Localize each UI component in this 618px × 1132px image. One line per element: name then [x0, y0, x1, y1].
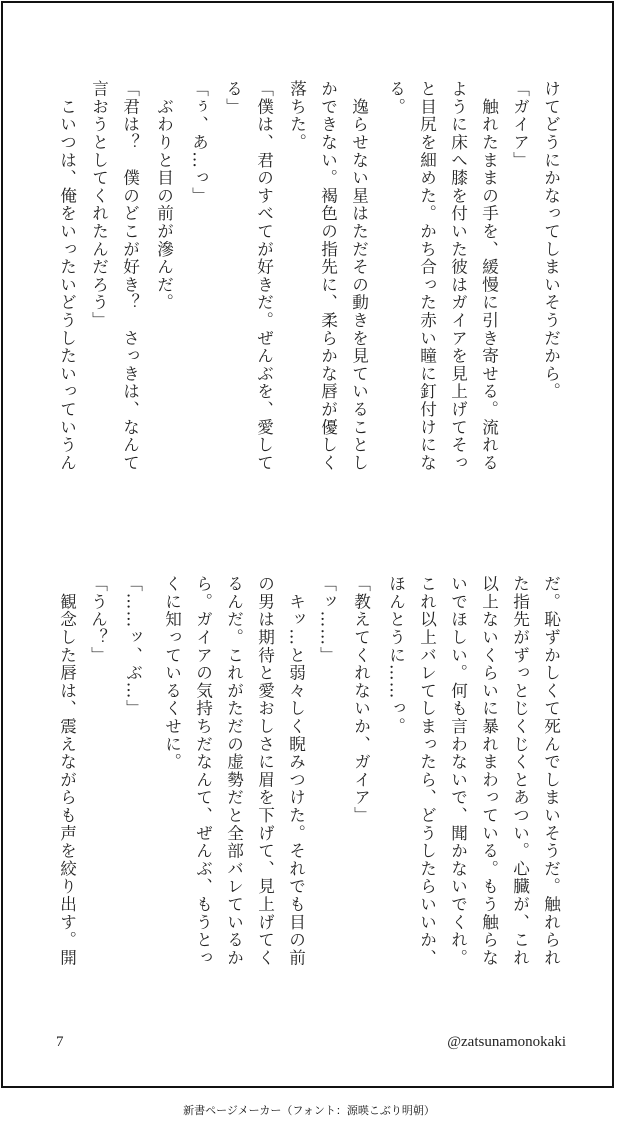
text-column: 「僕は、君のすべてが好きだ。ぜんぶを、愛して [254, 80, 274, 472]
text-column: る」 [223, 80, 243, 116]
text-column: ぶわりと目の前が滲んだ。 [154, 80, 174, 312]
text-column: くに知っているくせに。 [162, 575, 182, 771]
text-column: 以上ないくらいに暴れまわっている。もう触らな [479, 575, 499, 967]
text-column: これ以上バレてしまったら、どうしたらいいか、 [417, 575, 437, 967]
text-column: の男は期待と愛おしさに眉を下げて、見上げてく [255, 575, 275, 967]
text-column: 言おうとしてくれたんだろう」 [89, 80, 109, 330]
text-column: 「ガイア」 [510, 80, 530, 169]
text-column: キッ…と弱々しく睨みつけた。それでも目の前 [286, 575, 306, 967]
text-column: 「ぅ、あ…っ」 [189, 80, 209, 205]
text-column: 観念した唇は、震えながらも声を絞り出す。開 [57, 575, 77, 967]
text-column: けてどうにかなってしまいそうだから。 [541, 80, 561, 401]
text-column: るんだ。これがただの虚勢だと全部バレているか [224, 575, 244, 967]
text-column: 「うん？」 [88, 575, 108, 664]
text-column: いでほしい。何も言わないで、聞かないでくれ。 [448, 575, 468, 967]
text-column: こいつは、俺をいったいどうしたいっていうん [57, 80, 77, 472]
text-column: 「……ッ、ぶ…」 [123, 575, 143, 718]
text-column: ら。ガイアの気持ちだなんて、ぜんぶ、もうとっ [193, 575, 213, 967]
footer-credit: 新書ページメーカー（フォント：源暎こぶり明朝） [183, 1104, 435, 1117]
text-column: かできない。褐色の指先に、柔らかな唇が優しく [318, 80, 338, 472]
text-column: る。 [386, 80, 406, 116]
text-column: ほんとうに……っ。 [386, 575, 406, 736]
text-column: だ。恥ずかしくて死んでしまいそうだ。触れられ [541, 575, 561, 967]
author-handle: @zatsunamonokaki [447, 1034, 566, 1050]
page-number: 7 [56, 1034, 64, 1050]
text-column: 逸らせない星はただその動きを見ていることし [349, 80, 369, 472]
text-column: ように床へ膝を付いた彼はガイアを見上げてそっ [448, 80, 468, 472]
text-column: た指先がずっとじくじくとあつい。心臓が、これ [510, 575, 530, 967]
text-column: 「君は？ 僕のどこが好き？ さっきは、なんて [120, 80, 140, 472]
text-column: と目尻を細めた。かち合った赤い瞳に釘付けにな [417, 80, 437, 472]
text-column: 「ッ……」 [317, 575, 337, 664]
text-column: 「教えてくれないか、ガイア」 [351, 575, 371, 825]
text-column: 落ちた。 [287, 80, 307, 152]
text-column: 触れたままの手を、緩慢に引き寄せる。流れる [479, 80, 499, 472]
